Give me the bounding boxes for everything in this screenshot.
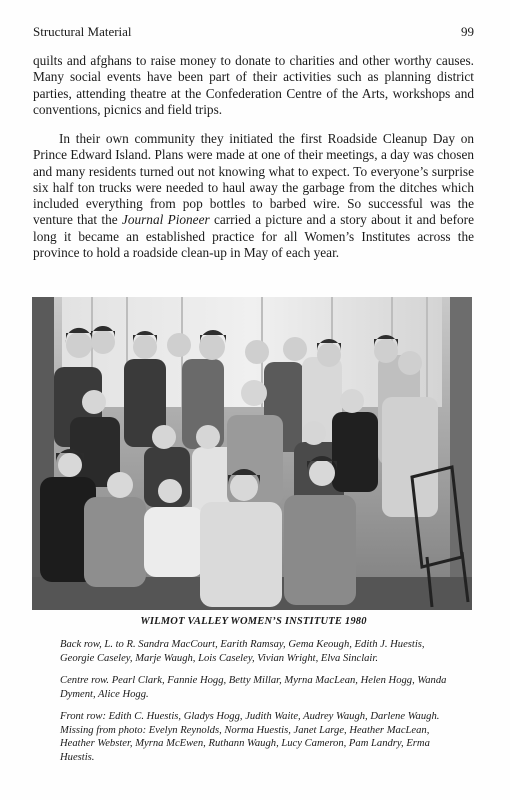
group-photo-illustration (32, 297, 472, 610)
caption-back-row: Back row, L. to R. Sandra MacCourt, Earith Ramsay, Gema Keough, Edith J. Huestis, Georgie Caseley, Marje Waugh, Lois Caseley, Vivian Wright, Elva Sinclair. (60, 639, 425, 664)
caption-centre-row: Centre row. Pearl Clark, Fannie Hogg, Betty Millar, Myrna MacLean, Helen Hogg, Wanda Dyment, Alice Hogg. (60, 675, 447, 700)
paragraph-1 (33, 53, 474, 118)
paragraph-2-text (33, 131, 474, 261)
group-photo (32, 297, 472, 610)
paragraph-1-text: quilts and afghans to raise money to donate to charities and other worthy causes. Many social events have been part of their activities such as planning district parties, attending theatre at the Confederation Centre of the Arts, workshops and conventions, picnics and field trips. (33, 53, 474, 117)
newspaper-name: Journal Pioneer (121, 212, 210, 228)
paragraph-2-part-2: carried a picture and a story about it and before long it became an established practice for all Women’s Institutes across the province to hold a roadside clean-up in May of each year. (33, 212, 475, 261)
caption-front-row: Front row: Edith C. Huestis, Gladys Hogg, Judith Waite, Audrey Waugh, Darlene Waugh. Missing from photo: Evelyn Reynolds, Norma Huestis, Janet Large, Heather MacLean, Heather Webster, Myrna McEwen, Ruthann Waugh, Lucy Cameron, Pam Landry, Erma Huestis. (60, 711, 440, 763)
page-number: 99 (461, 24, 474, 39)
section-title: Structural Material (33, 24, 132, 39)
photo-caption-title: WILMOT VALLEY WOMEN’S INSTITUTE 1980 (140, 616, 367, 627)
paragraph-2-part-1: In their own community they initiated the first Roadside Cleanup Day on Prince Edward Island. Plans were made at one of their meetings, a day was chosen and many residents turned out not knowing what to expect. To everyone’s surprise six half ton trucks were needed to haul away the garbage from the ditches which included everything from pop bottles to barbed wire. So successful was the venture that the (33, 131, 474, 228)
paragraph-2 (33, 131, 474, 261)
running-head (33, 24, 474, 40)
